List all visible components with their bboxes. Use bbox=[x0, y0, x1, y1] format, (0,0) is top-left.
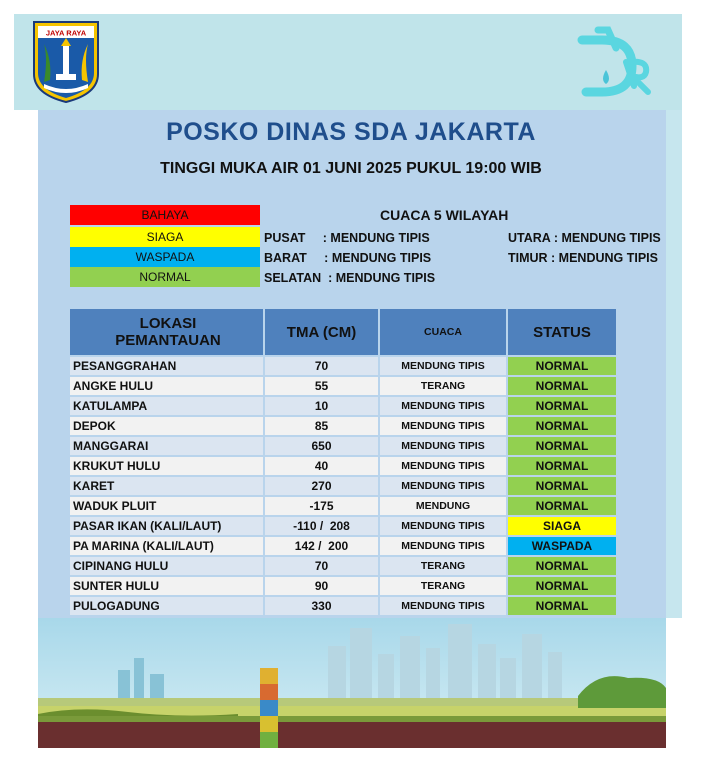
cell-lokasi: CIPINANG HULU bbox=[70, 557, 263, 575]
cell-status: NORMAL bbox=[508, 597, 616, 615]
table-row bbox=[70, 517, 616, 535]
table-row bbox=[70, 577, 616, 595]
table-row bbox=[70, 437, 616, 455]
header-tma: TMA (CM) bbox=[265, 309, 378, 355]
cell-lokasi: SUNTER HULU bbox=[70, 577, 263, 595]
cell-status: WASPADA bbox=[508, 537, 616, 555]
city-river-illustration bbox=[38, 618, 666, 748]
legend-bahaya: BAHAYA bbox=[70, 205, 260, 225]
cell-lokasi: KARET bbox=[70, 477, 263, 495]
cell-cuaca: TERANG bbox=[380, 577, 506, 595]
legend-waspada: WASPADA bbox=[70, 247, 260, 267]
cell-cuaca: MENDUNG TIPIS bbox=[380, 357, 506, 375]
header-lokasi-line2: PEMANTAUAN bbox=[115, 332, 221, 349]
cell-status: NORMAL bbox=[508, 577, 616, 595]
cell-status: NORMAL bbox=[508, 497, 616, 515]
legend-siaga: SIAGA bbox=[70, 227, 260, 247]
cell-status: NORMAL bbox=[508, 357, 616, 375]
cell-tma: 70 bbox=[265, 557, 378, 575]
cell-cuaca: MENDUNG TIPIS bbox=[380, 457, 506, 475]
cell-lokasi: DEPOK bbox=[70, 417, 263, 435]
table-row bbox=[70, 397, 616, 415]
cell-tma: 330 bbox=[265, 597, 378, 615]
cell-tma: 85 bbox=[265, 417, 378, 435]
cell-status: NORMAL bbox=[508, 557, 616, 575]
cell-cuaca: MENDUNG TIPIS bbox=[380, 417, 506, 435]
dsda-logo-icon bbox=[576, 26, 660, 98]
cell-cuaca: MENDUNG TIPIS bbox=[380, 437, 506, 455]
cell-lokasi: PESANGGRAHAN bbox=[70, 357, 263, 375]
cell-status: NORMAL bbox=[508, 397, 616, 415]
weather-title: CUACA 5 WILAYAH bbox=[380, 207, 509, 223]
weather-utara: UTARA : MENDUNG TIPIS bbox=[508, 231, 661, 245]
cell-tma: -110 / 208 bbox=[265, 517, 378, 535]
cell-status: SIAGA bbox=[508, 517, 616, 535]
legend-normal: NORMAL bbox=[70, 267, 260, 287]
weather-timur: TIMUR : MENDUNG TIPIS bbox=[508, 251, 658, 265]
cell-status: NORMAL bbox=[508, 437, 616, 455]
cell-tma: 70 bbox=[265, 357, 378, 375]
page-title: POSKO DINAS SDA JAKARTA bbox=[166, 118, 536, 146]
cell-cuaca: TERANG bbox=[380, 377, 506, 395]
cell-lokasi: KATULAMPA bbox=[70, 397, 263, 415]
jaya-raya-crest-icon bbox=[30, 18, 102, 104]
cell-tma: 90 bbox=[265, 577, 378, 595]
cell-lokasi: MANGGARAI bbox=[70, 437, 263, 455]
right-margin bbox=[666, 110, 682, 618]
cell-tma: 650 bbox=[265, 437, 378, 455]
cell-tma: -175 bbox=[265, 497, 378, 515]
table-header-row bbox=[70, 309, 616, 355]
cell-tma: 270 bbox=[265, 477, 378, 495]
table-row bbox=[70, 497, 616, 515]
table-row bbox=[70, 457, 616, 475]
weather-selatan: SELATAN : MENDUNG TIPIS bbox=[264, 271, 436, 285]
cell-tma: 55 bbox=[265, 377, 378, 395]
cell-status: NORMAL bbox=[508, 417, 616, 435]
table-row bbox=[70, 477, 616, 495]
cell-lokasi: PA MARINA (KALI/LAUT) bbox=[70, 537, 263, 555]
cell-status: NORMAL bbox=[508, 377, 616, 395]
cell-cuaca: MENDUNG bbox=[380, 497, 506, 515]
cell-lokasi: PULOGADUNG bbox=[70, 597, 263, 615]
header-lokasi bbox=[70, 309, 263, 355]
table-row bbox=[70, 357, 616, 375]
header-status: STATUS bbox=[508, 309, 616, 355]
cell-status: NORMAL bbox=[508, 477, 616, 495]
table-row bbox=[70, 537, 616, 555]
cell-status: NORMAL bbox=[508, 457, 616, 475]
cell-cuaca: MENDUNG TIPIS bbox=[380, 597, 506, 615]
water-level-table bbox=[68, 307, 618, 617]
cell-lokasi: KRUKUT HULU bbox=[70, 457, 263, 475]
weather-barat: BARAT : MENDUNG TIPIS bbox=[264, 251, 432, 265]
weather-pusat: PUSAT : MENDUNG TIPIS bbox=[264, 231, 430, 245]
water-level-gauge bbox=[260, 668, 278, 748]
left-margin bbox=[14, 110, 38, 618]
cell-cuaca: MENDUNG TIPIS bbox=[380, 397, 506, 415]
header-cuaca: CUACA bbox=[380, 309, 506, 355]
cell-lokasi: ANGKE HULU bbox=[70, 377, 263, 395]
header-lokasi-line1: LOKASI bbox=[139, 315, 197, 332]
cell-tma: 40 bbox=[265, 457, 378, 475]
crest-label: JAYA RAYA bbox=[45, 28, 87, 38]
cell-cuaca: MENDUNG TIPIS bbox=[380, 537, 506, 555]
cell-cuaca: MENDUNG TIPIS bbox=[380, 517, 506, 535]
cell-lokasi: PASAR IKAN (KALI/LAUT) bbox=[70, 517, 263, 535]
table-row bbox=[70, 557, 616, 575]
cell-cuaca: MENDUNG TIPIS bbox=[380, 477, 506, 495]
page-subtitle: TINGGI MUKA AIR 01 JUNI 2025 PUKUL 19:00 WIB bbox=[160, 160, 542, 177]
cell-cuaca: TERANG bbox=[380, 557, 506, 575]
table-row bbox=[70, 417, 616, 435]
cell-tma: 142 / 200 bbox=[265, 537, 378, 555]
table-row bbox=[70, 377, 616, 395]
cell-lokasi: WADUK PLUIT bbox=[70, 497, 263, 515]
cell-tma: 10 bbox=[265, 397, 378, 415]
table-row bbox=[70, 597, 616, 615]
